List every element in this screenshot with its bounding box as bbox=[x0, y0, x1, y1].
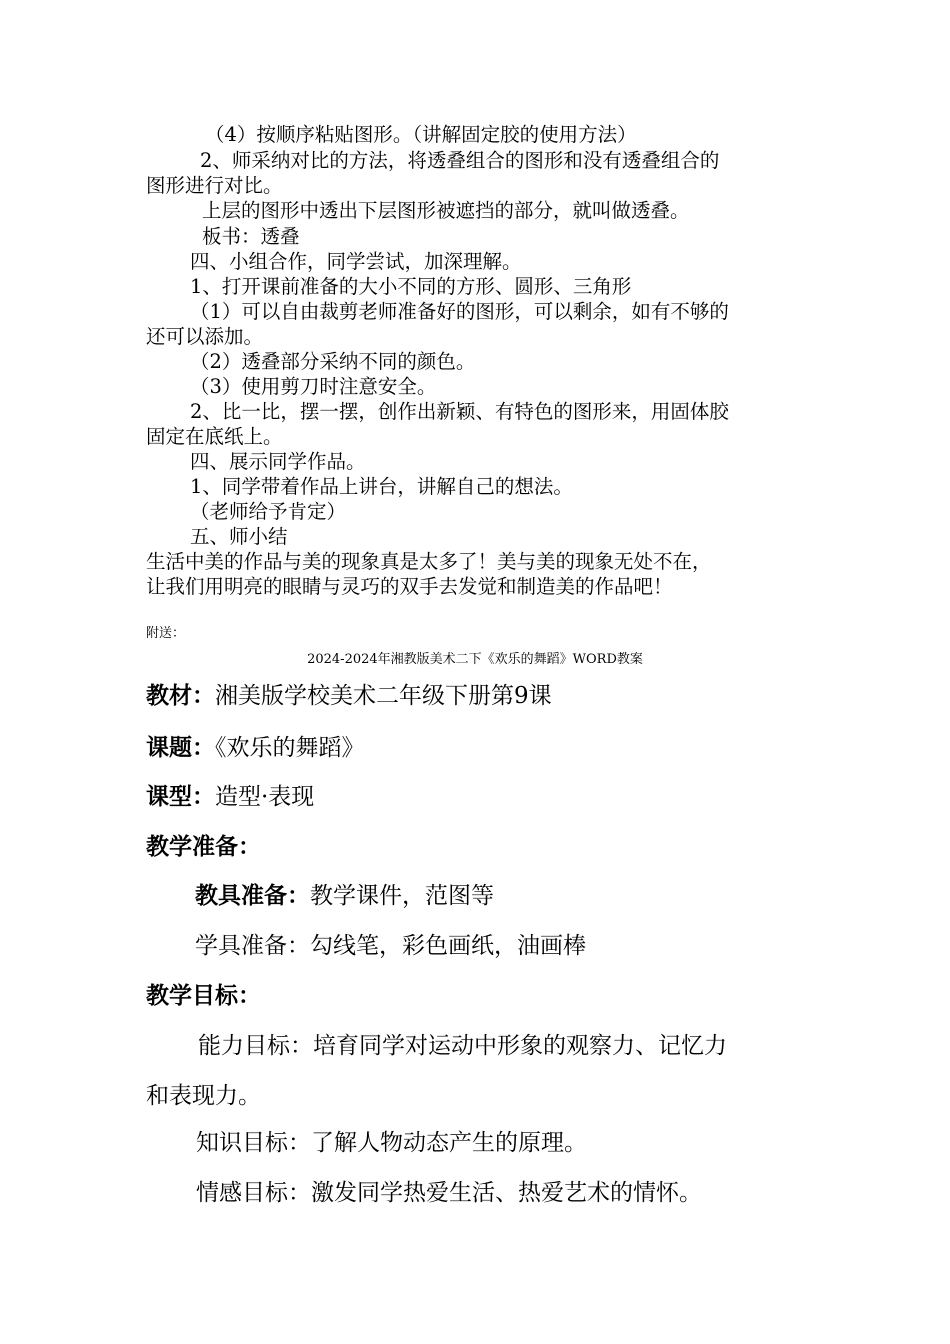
material-label: 教材： bbox=[146, 682, 215, 709]
step-4-line: （4）按顺序粘贴图形。（讲解固定胶的使用方法） bbox=[205, 123, 637, 146]
item-2-line-2: 固定在底纸上。 bbox=[146, 425, 283, 448]
student-tools-row: 学具准备：勾线笔，彩色画纸，油画棒 bbox=[195, 933, 586, 959]
teacher-praise-line: （老师给予肯定） bbox=[190, 500, 347, 523]
section-5-heading: 五、师小结 bbox=[190, 525, 288, 548]
prep-heading: 教学准备： bbox=[146, 833, 261, 860]
tools-row bbox=[195, 881, 494, 911]
section-4b-heading: 四、展示同学作品。 bbox=[190, 450, 366, 473]
sub-1-line-1: （1）可以自由裁剪老师准备好的图形，可以剩余，如有不够的 bbox=[190, 300, 729, 323]
goal-emotion-line: 情感目标：激发同学热爱生活、热爱艺术的情怀。 bbox=[196, 1180, 702, 1206]
tools-value: 教学课件，范图等 bbox=[310, 883, 494, 909]
summary-line-1: 生活中美的作品与美的现象真是太多了！美与美的现象无处不在， bbox=[146, 550, 712, 573]
material-value: 湘美版学校美术二年级下册第9课 bbox=[215, 683, 552, 709]
material-row bbox=[146, 681, 552, 711]
contrast-line-1: 2、师采纳对比的方法，将透叠组合的图形和没有透叠组合的 bbox=[200, 149, 720, 172]
type-row bbox=[146, 782, 314, 812]
definition-line: 上层的图形中透出下层图形被遮挡的部分，就叫做透叠。 bbox=[202, 199, 690, 222]
tools-label: 教具准备： bbox=[195, 882, 310, 909]
sub-3-line: （3）使用剪刀时注意安全。 bbox=[190, 375, 437, 398]
item-2-line-1: 2、比一比，摆一摆，创作出新颖、有特色的图形来，用固体胶 bbox=[190, 400, 729, 423]
topic-label: 课题： bbox=[146, 734, 215, 761]
appendix-label: 附送： bbox=[146, 626, 186, 641]
contrast-line-2: 图形进行对比。 bbox=[146, 174, 283, 197]
section-4-heading: 四、小组合作，同学尝试，加深理解。 bbox=[190, 250, 522, 273]
type-label: 课型： bbox=[146, 783, 215, 810]
goal-ability-line-1: 能力目标：培育同学对运动中形象的观察力、记忆力 bbox=[198, 1033, 727, 1059]
item-1-line: 1、打开课前准备的大小不同的方形、圆形、三角形 bbox=[190, 275, 632, 298]
goal-ability-line-2: 和表现力。 bbox=[146, 1083, 261, 1109]
showcase-line: 1、同学带着作品上讲台，讲解自己的想法。 bbox=[190, 475, 573, 498]
summary-line-2: 让我们用明亮的眼睛与灵巧的双手去发觉和制造美的作品吧！ bbox=[146, 575, 673, 598]
sub-2-line: （2）透叠部分采纳不同的颜色。 bbox=[190, 350, 476, 373]
topic-value: 《欢乐的舞蹈》 bbox=[215, 735, 365, 761]
goals-heading: 教学目标： bbox=[146, 982, 261, 1009]
appendix-title: 2024-2024年湘教版美术二下《欢乐的舞蹈》WORD教案 bbox=[307, 652, 643, 667]
type-value: 造型·表现 bbox=[215, 784, 315, 810]
board-note-line: 板书：透叠 bbox=[202, 225, 300, 248]
topic-row bbox=[146, 733, 365, 763]
sub-1-line-2: 还可以添加。 bbox=[146, 325, 264, 348]
goal-knowledge-line: 知识目标：了解人物动态产生的原理。 bbox=[196, 1130, 587, 1156]
